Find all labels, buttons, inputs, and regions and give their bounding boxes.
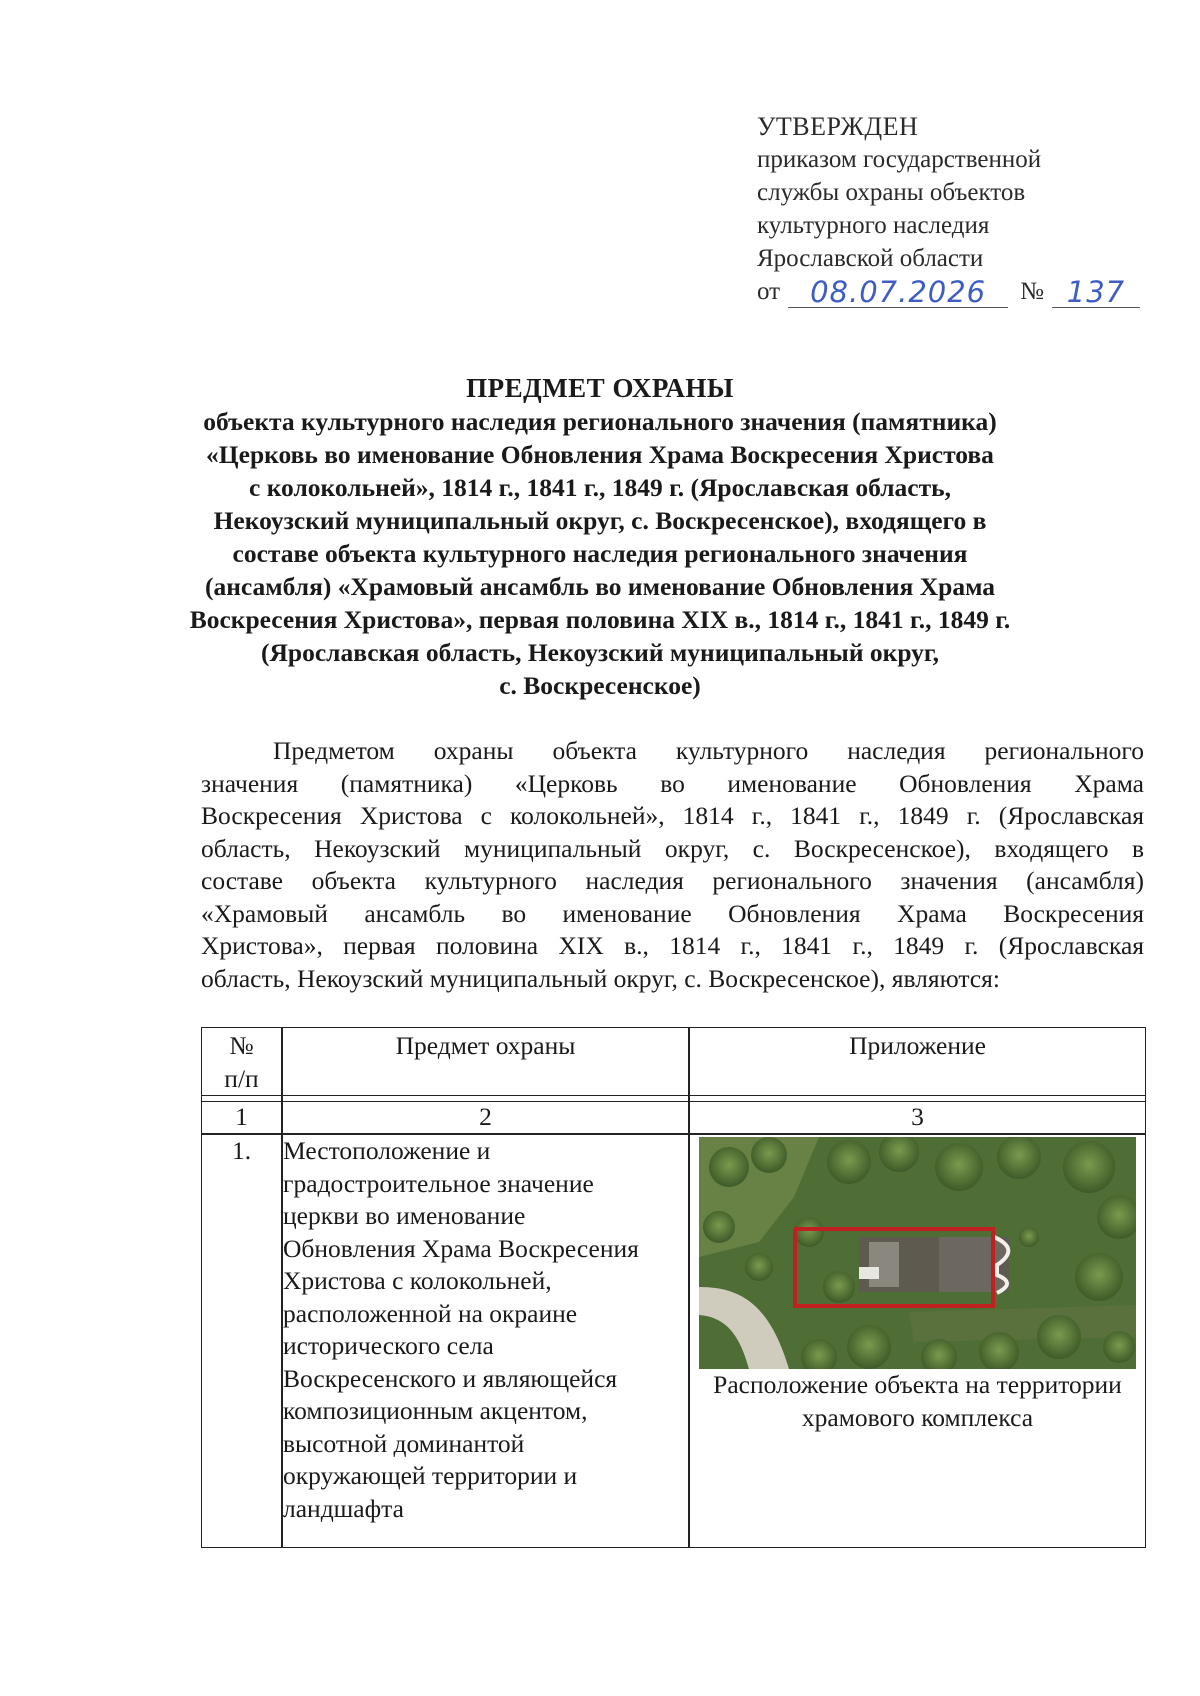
subject-line: высотной доминантой bbox=[283, 1428, 525, 1458]
title-line: (Ярославская область, Некоузский муниципальный округ, bbox=[260, 638, 940, 667]
subject-line: Христова с колокольней, bbox=[283, 1266, 552, 1295]
row-subject bbox=[282, 1134, 689, 1548]
paragraph-line: Христова», первая половина XIX в., 1814 г., 1841 г., 1849 г. (Ярославская bbox=[201, 931, 1144, 960]
title-line: Некоузский муниципальный округ, с. Воскресенское), входящего в bbox=[213, 506, 987, 535]
document-title bbox=[170, 372, 1030, 702]
approval-heading: УТВЕРЖДЕН bbox=[757, 112, 919, 141]
header-appendix: Приложение bbox=[689, 1027, 1146, 1096]
protection-subject-table bbox=[201, 1027, 1146, 1548]
row-appendix bbox=[689, 1134, 1146, 1548]
title-line: (ансамбля) «Храмовый ансамбль во именование Обновления Храма bbox=[204, 572, 996, 601]
roof-highlight bbox=[859, 1267, 879, 1279]
title-line: с колокольней», 1814 г., 1841 г., 1849 г. (Ярославская область, bbox=[249, 473, 951, 502]
paragraph-line: область, Некоузский муниципальный округ, с. Воскресенское), являются: bbox=[201, 963, 1000, 993]
number-prefix: № bbox=[1020, 278, 1044, 305]
approval-stamp bbox=[757, 110, 1157, 308]
title-line: Воскресения Христова», первая половина XIX в., 1814 г., 1841 г., 1849 г. bbox=[189, 605, 1011, 634]
paragraph-line: Воскресения Христова с колокольней», 1814 г., 1841 г., 1849 г. (Ярославская bbox=[201, 801, 1144, 830]
header-number-abbr: п/п bbox=[224, 1063, 259, 1093]
subject-line: церкви во именование bbox=[283, 1201, 526, 1230]
subject-line: Обновления Храма Воскресения bbox=[283, 1233, 639, 1263]
paragraph-line: значения (памятника) «Церковь во именование Обновления Храма bbox=[201, 768, 1144, 798]
title-line: с. Воскресенское) bbox=[499, 671, 701, 700]
column-number-row bbox=[201, 1101, 1146, 1134]
column-number: 2 bbox=[282, 1101, 689, 1134]
header-number-symbol: № bbox=[229, 1031, 254, 1060]
subject-line: градостроительное значение bbox=[283, 1168, 594, 1198]
subject-line: исторического села bbox=[283, 1331, 494, 1360]
paragraph-line: Предметом охраны объекта культурного наследия регионального bbox=[273, 736, 1144, 765]
aerial-photo bbox=[699, 1137, 1136, 1369]
handwritten-date: 08.07.2026 bbox=[788, 277, 1008, 308]
table-header-row bbox=[201, 1027, 1146, 1096]
subject-line: расположенной на окраине bbox=[283, 1298, 578, 1328]
subject-line: композиционным акцентом, bbox=[283, 1396, 588, 1425]
subject-line: окружающей территории и bbox=[283, 1461, 578, 1490]
subject-line: Воскресенского и являющейся bbox=[283, 1363, 618, 1393]
approval-line: Ярославской области bbox=[757, 245, 984, 272]
column-number: 3 bbox=[689, 1101, 1146, 1134]
bell-tower-icon bbox=[869, 1242, 899, 1287]
title-main: ПРЕДМЕТ ОХРАНЫ bbox=[466, 373, 734, 403]
handwritten-number: 137 bbox=[1052, 277, 1140, 308]
title-line: составе объекта культурного наследия регионального значения bbox=[232, 539, 968, 568]
caption-line: храмового комплекса bbox=[801, 1402, 1034, 1432]
title-line: «Церковь во именование Обновления Храма Воскресения Христова bbox=[206, 440, 994, 469]
caption-line: Расположение объекта на территории bbox=[713, 1370, 1122, 1399]
column-number: 1 bbox=[201, 1101, 282, 1134]
paragraph-line: область, Некоузский муниципальный округ, с. Воскресенское), входящего в bbox=[201, 833, 1144, 863]
subject-line: Местоположение и bbox=[283, 1136, 491, 1165]
table-row bbox=[201, 1134, 1146, 1548]
date-prefix: от bbox=[757, 278, 781, 305]
header-number bbox=[201, 1027, 282, 1096]
intro-paragraph bbox=[201, 735, 1144, 995]
approval-line: приказом государственной bbox=[757, 146, 1042, 173]
paragraph-line: составе объекта культурного наследия регионального значения (ансамбля) bbox=[201, 866, 1144, 895]
paragraph-line: «Храмовый ансамбль во именование Обновления Храма Воскресения bbox=[201, 898, 1144, 928]
approval-line: культурного наследия bbox=[757, 212, 990, 239]
approval-line: службы охраны объектов bbox=[757, 179, 1026, 206]
photo-caption bbox=[690, 1369, 1145, 1434]
subject-line: ландшафта bbox=[283, 1493, 404, 1523]
row-number: 1. bbox=[201, 1134, 282, 1548]
title-line: объекта культурного наследия регионального значения (памятника) bbox=[203, 407, 997, 436]
header-subject: Предмет охраны bbox=[282, 1027, 689, 1096]
approval-signature-line bbox=[757, 275, 1157, 308]
